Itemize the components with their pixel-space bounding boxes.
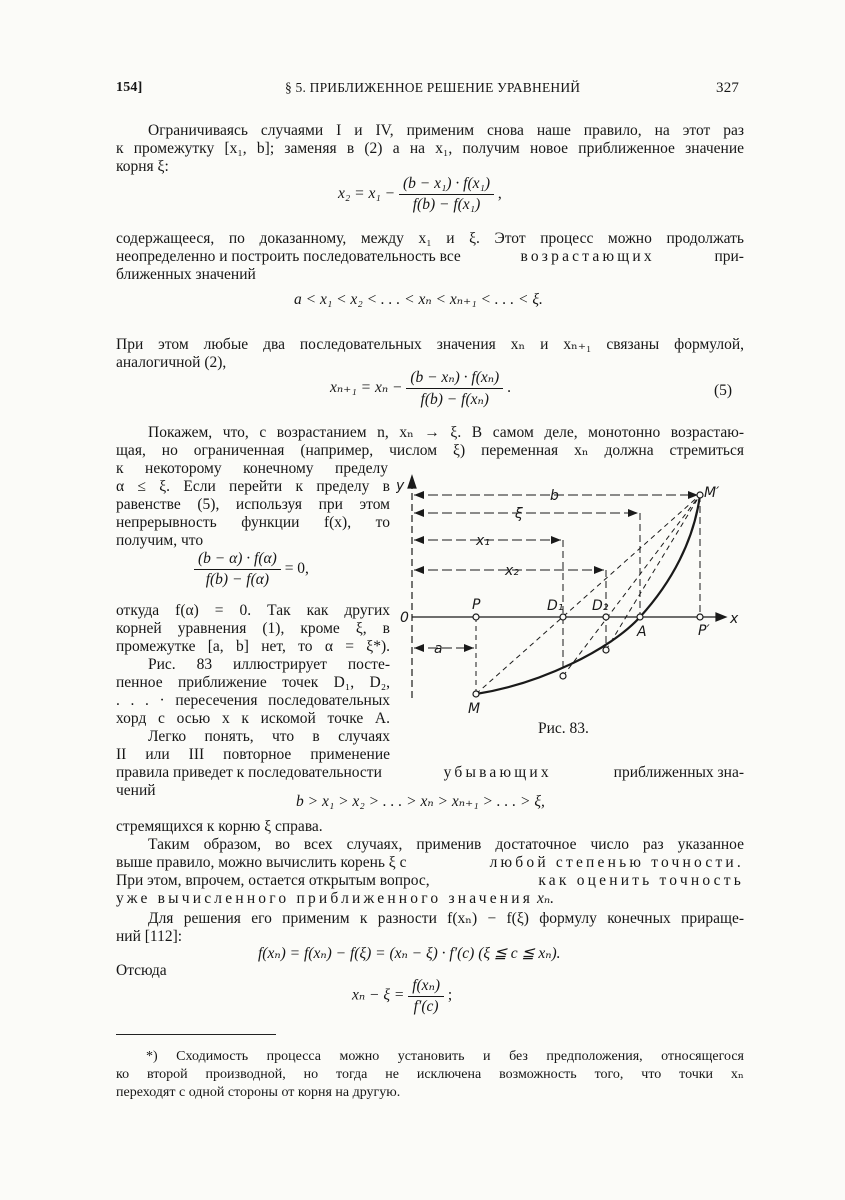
label-D2: D₂: [592, 598, 609, 614]
arrow-xi-right: [628, 509, 638, 517]
para8-line5: [116, 890, 554, 908]
label-y: y: [396, 478, 405, 494]
arrow-x1-right: [551, 536, 561, 544]
footnote-line1: *) Сходимость процесса можно установить и без предположения, относящегося: [146, 1049, 744, 1064]
eq5-num: (b − xₙ) · f(xₙ): [406, 368, 503, 389]
para4-line1: Покажем, что, с возрастанием n, xₙ → ξ. В самом деле, монотонно возрастаю-: [148, 424, 744, 441]
para8-line6: Для решения его применим к разности f(xₙ) − f(ξ) формулу конечных прираще-: [148, 910, 744, 927]
point-Mprime: [697, 492, 703, 498]
para8-line4: [116, 872, 744, 890]
label-origin: 0: [400, 610, 409, 626]
para6-line3: . . . · пересечения последовательных: [116, 692, 390, 709]
eq-x2-num: (b − x₁) · f(x₁): [399, 175, 494, 195]
para8-line7: ний [112]:: [116, 928, 183, 945]
eq5-den: f(b) − f(xₙ): [420, 391, 489, 408]
point-D1: [560, 614, 566, 620]
label-Mprime: M′: [704, 485, 720, 501]
para2-line2: [116, 248, 744, 266]
label-b: b: [550, 488, 559, 504]
label-xi: ξ: [515, 506, 523, 522]
equation-sequence-decreasing: [296, 792, 545, 811]
para2-line3: ближенных значений: [116, 266, 256, 283]
para8-line1: стремящихся к корню ξ справа.: [116, 818, 323, 835]
figure-caption: Рис. 83.: [538, 720, 589, 737]
para8-line4-a: При этом, впрочем, остается открытым вопрос,: [116, 872, 430, 889]
section-number: 154]: [116, 80, 143, 95]
eq5-fraction: [406, 368, 503, 409]
eq-final-lhs: xₙ − ξ =: [352, 986, 405, 1004]
para7-line2: II или III повторное применение: [116, 746, 390, 763]
para7-line4: чений: [116, 782, 156, 799]
eq-alpha-num: (b − α) · f(α): [194, 550, 281, 570]
para2-line2-b: возрастающих: [520, 248, 655, 265]
point-curve-2: [603, 647, 609, 653]
para1-line1: Ограничиваясь случаями I и IV, применим снова наше правило, на этот раз: [148, 122, 744, 139]
eq-diff-text: f(xₙ) = f(xₙ) − f(ξ) = (xₙ − ξ) · f′(c) (ξ ≦ c ≦ xₙ).: [258, 945, 561, 962]
arrow-x2-right: [594, 566, 604, 574]
para3-line2: аналогичной (2),: [116, 354, 227, 371]
para7-line3-c: приближенных зна-: [613, 764, 744, 781]
point-curve-1: [560, 673, 566, 679]
label-alpha: a: [434, 641, 443, 657]
eq-x2-fraction: [399, 175, 494, 214]
label-A: A: [637, 624, 647, 640]
label-M: M: [468, 701, 481, 717]
eq-x2-den: f(b) − f(x₁): [412, 196, 481, 213]
equation-x2: [338, 175, 502, 214]
para4-line2: щая, но ограниченная (например, числом ξ) переменная xₙ должна стремиться: [116, 442, 744, 459]
point-Pprime: [697, 614, 703, 620]
para8-line3: [116, 854, 744, 872]
para1-line3: корня ξ:: [116, 158, 169, 175]
para5-line3: промежутке [a, b] нет, то α = ξ*).: [116, 638, 390, 655]
equation-alpha: [194, 550, 309, 589]
para2-line2-a: неопределенно и построить последовательность все: [116, 248, 461, 265]
equation-error-estimate: [352, 976, 452, 1016]
label-x2: x₂: [505, 563, 519, 579]
running-title: § 5. ПРИБЛИЖЕННОЕ РЕШЕНИЕ УРАВНЕНИЙ: [285, 80, 581, 95]
chord-3: [606, 495, 700, 650]
eq-x2-tail: ,: [497, 185, 502, 203]
para8-line2: Таким образом, во всех случаях, применив достаточное число раз указанное: [148, 836, 744, 853]
eq-alpha-fraction: [194, 550, 281, 589]
otsyuda-word: Отсюда: [116, 962, 167, 979]
arrow-x2-left: [414, 566, 424, 574]
label-x: x: [730, 611, 739, 627]
eq-final-den: f′(c): [413, 998, 439, 1015]
para7-line3: [116, 764, 744, 782]
equation-5: [330, 368, 511, 409]
chord-2: [563, 495, 700, 676]
equation-sequence-increasing: [294, 290, 543, 309]
point-D2: [603, 614, 609, 620]
eq-alpha-den: f(b) − f(α): [205, 571, 270, 588]
arrow-x1-left: [414, 536, 424, 544]
eq-final-tail: ;: [447, 986, 453, 1004]
para2-line2-c: при-: [714, 248, 744, 265]
para7-line3-b: убывающих: [443, 764, 552, 781]
para8-line4-b: как оценить точность: [538, 872, 744, 889]
para4-line7: получим, что: [116, 532, 204, 549]
para4-line5: равенстве (5), используя при этом: [116, 496, 390, 513]
footnote-line3: переходят с одной стороны от корня на другую.: [116, 1085, 401, 1100]
para7-line3-a: правила приведет к последовательности: [116, 764, 382, 781]
eq-final-fraction: [408, 976, 444, 1016]
para6-line4: хорд с осью x к искомой точке A.: [116, 710, 390, 727]
figure-83: [396, 470, 756, 720]
arrow-b-left: [414, 491, 424, 499]
arrow-xi-left: [414, 509, 424, 517]
equation-5-number: (5): [714, 382, 733, 399]
para7-line1: Легко понять, что в случаях: [148, 728, 390, 745]
point-M: [473, 691, 479, 697]
page-number: 327: [716, 80, 740, 96]
para8-line3-b: любой степенью точности.: [489, 854, 744, 871]
eq-seq2-text: b > x₁ > x₂ > . . . > xₙ > xₙ₊₁ > . . . > ξ,: [296, 793, 545, 810]
eq-x2-lhs: x₂ = x₁ −: [338, 185, 396, 203]
label-Pprime: P′: [698, 623, 710, 639]
para8-line3-a: выше правило, можно вычислить корень ξ с: [116, 854, 407, 871]
eq-seq1-text: a < x₁ < x₂ < . . . < xₙ < xₙ₊₁ < . . . < ξ.: [294, 291, 543, 308]
eq-alpha-tail: = 0,: [284, 560, 309, 578]
para3-line1: При этом любые два последовательных значения xₙ и xₙ₊₁ связаны формулой,: [116, 336, 744, 353]
para6-line2: пенное приближение точек D₁, D₂,: [116, 674, 390, 691]
para8-line5-b: xₙ.: [537, 890, 555, 907]
para5-line2: корней уравнения (1), кроме ξ, в: [116, 620, 390, 637]
footnote-rule: [116, 1034, 276, 1035]
eq5-tail: .: [507, 379, 511, 397]
arrow-alpha-left: [414, 644, 424, 652]
label-x1: x₁: [476, 533, 490, 549]
para4-line3: к некоторому конечному пределу: [116, 460, 388, 477]
label-P: P: [472, 597, 481, 613]
para8-line5-a: уже вычисленного приближенного значения: [116, 890, 534, 907]
arrow-alpha-right: [464, 644, 474, 652]
para4-line4: α ≤ ξ. Если перейти к пределу в: [116, 478, 390, 495]
footnote-line2: ко второй производной, но тогда не исключена возможность того, что точки xₙ: [116, 1067, 744, 1082]
para5-line1: откуда f(α) = 0. Так как других: [116, 602, 390, 619]
equation-finite-increments: [258, 944, 561, 963]
eq-final-num: f(xₙ): [408, 976, 444, 997]
para4-line6: непрерывность функции f(x), то: [116, 514, 390, 531]
point-P: [473, 614, 479, 620]
x-axis-arrow: [716, 613, 726, 621]
eq5-lhs: xₙ₊₁ = xₙ −: [330, 379, 403, 397]
y-axis-arrow: [408, 476, 416, 488]
para2-line1: содержащееся, по доказанному, между x₁ и ξ. Этот процесс можно продолжать: [116, 230, 744, 247]
para1-line2: к промежутку [x₁, b]; заменяя в (2) a на x₁, получим новое приближенное значение: [116, 140, 744, 157]
label-D1: D₁: [547, 598, 564, 614]
para6-line1: Рис. 83 иллюстрирует посте-: [148, 656, 390, 673]
chord-1: [476, 495, 700, 694]
point-A: [637, 614, 643, 620]
